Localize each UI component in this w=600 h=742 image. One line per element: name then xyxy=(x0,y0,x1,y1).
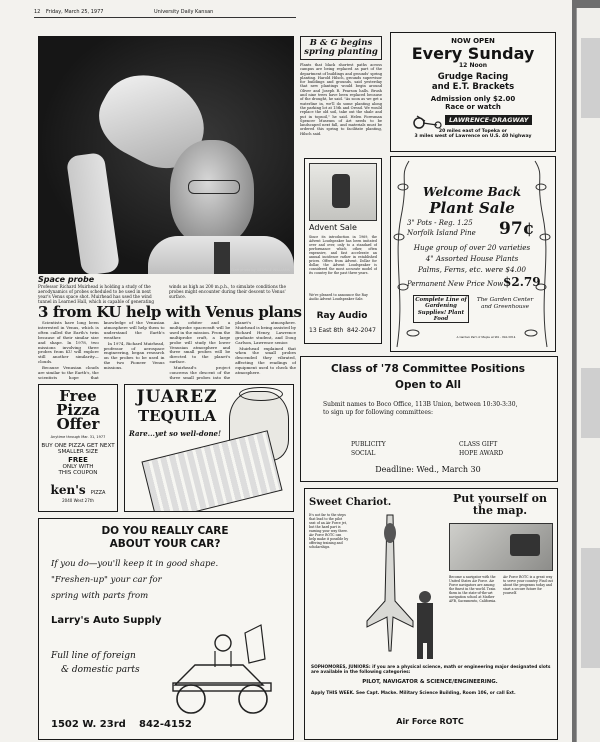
article-paragraph: In 1974, Richard Muirhead, professor of aerospace engineering, began research on the probes to be used in the two Pioneer Venus missions. xyxy=(103,340,165,371)
plant-perm-price: $2.79 xyxy=(503,275,541,289)
class78-deadline: Deadline: Wed., March 30 xyxy=(375,465,481,474)
car-script-3: spring with parts from xyxy=(51,591,149,601)
dragway-name: LAWRENCE-DRAGWAY xyxy=(445,115,532,125)
car-question-2: ABOUT YOUR CAR? xyxy=(109,538,221,550)
rotc-right-text: Air Force ROTC is a great way to serve your country. Find out about the programs today and start a secure future for yourself. xyxy=(503,575,553,595)
brackets: and E.T. Brackets xyxy=(431,82,515,92)
rotc-apply: Apply THIS WEEK. See Capt. Macke. Military Science Building, Room 106, or call Ext. xyxy=(311,691,516,696)
dragway-distance: 20 miles east of Topeka or xyxy=(438,129,508,134)
pizza-ad xyxy=(38,384,118,512)
plant-huge: Huge group of over 20 varieties xyxy=(413,243,531,252)
article-paragraph: Muirhead's project concerns the descent of the three small probes into the planet's atmosphere. Muirhead is being assisted by Richard Henry, Lawrence graduate student, and Doug Carlson, Lawrence senior. xyxy=(169,321,296,380)
pizza-free: Free xyxy=(59,387,97,405)
ray-phone: 842-2047 xyxy=(347,327,376,334)
page-number: 12 xyxy=(34,9,41,15)
plant-sale-title: Plant Sale xyxy=(429,199,515,217)
rotc-categories: PILOT, NAVIGATOR & SCIENCE/ENGINEERING. xyxy=(362,679,498,685)
juarez-tequila-ad xyxy=(124,384,294,512)
glasses xyxy=(188,180,240,194)
committee-class-gift: CLASS GIFT xyxy=(459,441,498,448)
plant-assorted: 4" Assorted House Plants xyxy=(425,254,519,263)
rotc-put-yourself: Put yourself on the map. xyxy=(453,492,547,517)
advent-title: Advent Sale xyxy=(309,223,357,232)
car-script-1: If you do—you'll keep it in good shape. xyxy=(51,559,219,569)
car-store-name: Larry's Auto Supply xyxy=(51,615,162,626)
rotc-mid-text: Become a navigator with the United States Air Force. Air Force navigators are among the finest in the world. Train them in the state-of-the-art navigation school at Mather AFB, Sacramento, California. xyxy=(449,575,497,603)
race-or-watch: Race or watch xyxy=(445,103,501,111)
class78-title: Class of '78 Committee Positions xyxy=(330,363,526,375)
dragway-distance-2: 3 miles west of Lawrence on U.S. 40 highway xyxy=(414,134,532,139)
pizza-brand2: PIZZA xyxy=(90,489,106,496)
pizza-buy: BUY ONE PIZZA GET NEXT SMALLER SIZE xyxy=(41,443,115,456)
space-probe-photo xyxy=(38,36,294,274)
now-open: NOW OPEN xyxy=(451,37,495,45)
sombrero-illustration xyxy=(239,387,283,401)
plant-welcome: Welcome Back xyxy=(422,185,522,199)
article-paragraph: Because Venusian clouds are similar to the Earth's, the scientists hope that knowledge of the Venusian atmosphere will help them to understand the Earth's weather. xyxy=(38,321,165,380)
dragway-ad xyxy=(390,32,556,152)
pizza-word: Pizza xyxy=(56,401,100,419)
photo-caption: Professor Richard Muirhead is holding a study of the aerodynamics of probes scheduled to be used in next year's Venus space shot. Muirhead has used the wind tunnel in Learned Hall, which is capable of generating winds as high as 200 m.p.h., to simulate conditions the probes might encounter during their descent to Venus' surface. xyxy=(38,284,286,304)
plant-palms: Palms, Ferns, etc. were $4.00 xyxy=(417,265,527,274)
plant-pots: 3" Pots - Reg. 1.25 xyxy=(407,219,473,227)
pizza-address: 2040 West 27th xyxy=(62,497,94,503)
adjacent-page-edge xyxy=(576,8,600,742)
committee-publicity: PUBLICITY xyxy=(351,441,386,448)
pizza-only: ONLY WITH xyxy=(62,463,94,470)
juarez-tagline: Rare...yet so well-done! xyxy=(129,429,222,438)
car-parts: & domestic parts xyxy=(61,665,140,675)
committee-hope-award: HOPE AWARD xyxy=(459,450,504,457)
plant-address: A Garden Part of Maple at 9th - 842-5814 xyxy=(456,335,516,339)
speaker-figure xyxy=(332,174,350,208)
adjacent-page-block xyxy=(581,38,600,118)
rotc-sweet-chariot: Sweet Chariot. xyxy=(309,497,392,508)
pizza-free2: FREE xyxy=(68,455,88,464)
dragster-icon xyxy=(413,113,443,129)
car-script-2: "Freshen-up" your car for xyxy=(51,575,162,585)
bg-planting-story xyxy=(300,36,382,150)
adjacent-page-block xyxy=(581,368,600,438)
navigator-hands xyxy=(510,534,540,556)
class78-subtitle: Open to All xyxy=(395,379,461,391)
article-headline: 3 from KU help with Venus plans xyxy=(38,303,302,321)
bg-title: B & G begins spring planting xyxy=(300,36,382,60)
pizza-dates: Anytime through Mar. 31, 1977 xyxy=(50,435,106,439)
tie xyxy=(214,242,230,274)
plant-pine-price: 97¢ xyxy=(499,219,535,239)
admission: Admission only $2.00 xyxy=(430,95,516,103)
speaker-photo xyxy=(309,163,377,221)
car-full-line: Full line of foreign xyxy=(51,651,136,661)
page-header xyxy=(34,8,296,18)
pizza-brand: ken's xyxy=(50,482,86,497)
grudge-racing: Grudge Racing xyxy=(437,72,509,82)
plant-sale-ad xyxy=(390,156,556,352)
rotc-left-text: It's not far to the steps that lead to the pilot seat of an Air Force jet, but the hard part is earning your way there. Air Force ROTC can help make it possible by offering training and scholarships. xyxy=(309,513,349,549)
bottle-illustration xyxy=(141,430,282,512)
paper-name: University Daily Kansan xyxy=(154,9,214,15)
page-date: Friday, March 25, 1977 xyxy=(46,9,104,15)
larrys-auto-ad xyxy=(38,518,294,740)
article-paragraph: Muirhead explained that when the small probes descended they vibrated, affecting the readings of equipment used to check the atmosphere. xyxy=(235,345,296,376)
article-body xyxy=(38,321,296,381)
pizza-offer: Offer xyxy=(56,415,100,433)
navigator-map-photo xyxy=(449,523,553,571)
race-time: 12 Noon xyxy=(459,62,487,69)
advent-body: Since its introduction in 1969, the Advent Loudspeaker has been imitated over and over, only to a standard of performance which other, often expensive, and fast accelerate an annual incidence rather in established prices. Offers from Advent. Dollar for dollar, the Advent Loudspeaker is considered the most accurate model of its country for the past three years. xyxy=(309,235,377,275)
rotc-sophomores: SOPHOMORES, JUNIORS: if you are a physical science, math or engineering major designated slots are available in the following categories: xyxy=(311,665,551,675)
car-question-1: DO YOU REALLY CARE xyxy=(101,525,229,537)
article-paragraph: Scientists have long been interested in Venus, which is often called the Earth's twin because of their similar size and shape. In 1978, two missions involving three probes from KU will explore still another similarity—clouds. xyxy=(38,321,99,365)
raised-arm xyxy=(66,152,120,274)
car-address: 1502 W. 23rd xyxy=(51,719,126,730)
advent-body-2: We're pleased to announce the Ray Audio Advent Loudspeaker Sale. xyxy=(309,293,368,301)
photo-credit: Staff photo by GEORGE WILLIAMS xyxy=(230,268,290,272)
ray-audio-name: Ray Audio xyxy=(316,311,368,321)
plant-pine: Norfolk Island Pine xyxy=(407,229,476,237)
ray-audio-ad xyxy=(304,158,382,344)
juarez-tequila: TEQUILA xyxy=(138,407,216,425)
bg-body: Plants that black shortest paths across campus are being replaced as part of the department of buildings and grounds' spring planting. Harold Hilsch, grounds supervisor for buildings and grounds, said yesterday that new plantings would begin around Oliver and Joseph R. Pearson halls. Brush and nine trees have been replaced because of the drought, he said. "As soon as we get a waterline in, we'll do some planting along the parking lot at 15th and Oread. We would replace the old soil, take out the shale and put in topsoil," he said. Helen Foresman Spencer Museum of Art needs to be landscaped next fall, and materials must be ordered this spring to facilitate planting, Hilsch said. xyxy=(300,63,382,136)
committee-social: SOCIAL xyxy=(351,450,376,457)
plant-garden-center: The Garden Center and Greenhouse xyxy=(476,297,534,310)
class-78-ad xyxy=(300,356,558,482)
every-sunday: Every Sunday xyxy=(411,44,535,63)
jet-and-pilot-illustration xyxy=(353,511,447,661)
car-phone: 842-4152 xyxy=(139,719,192,730)
class78-submit: Submit names to Boco Office, 113B Union, between 10:30-3:30, to sign up for following committees: xyxy=(323,401,518,417)
plant-complete: Complete Line of Gardening Supplies! Plant Food xyxy=(413,295,469,323)
adjacent-page-block xyxy=(581,548,600,668)
antique-car-illustration xyxy=(165,619,289,717)
ray-address: 13 East 8th xyxy=(309,327,344,334)
plant-permanent: Permanent New Price Now xyxy=(407,280,504,288)
article-paragraph: An orbiter and a multiprobe spacecraft will be used in the mission. From the multiprobe craft, a large probe will study the lower Venusian atmosphere and three small probes will be directed to the planet's surface. xyxy=(169,321,231,365)
photo-caption-title: Space probe xyxy=(38,275,95,284)
pizza-coupon: THIS COUPON xyxy=(58,469,98,476)
juarez-brand: JUAREZ xyxy=(136,387,218,407)
rotc-footer: Air Force ROTC xyxy=(396,717,464,726)
air-force-rotc-ad xyxy=(304,488,558,740)
